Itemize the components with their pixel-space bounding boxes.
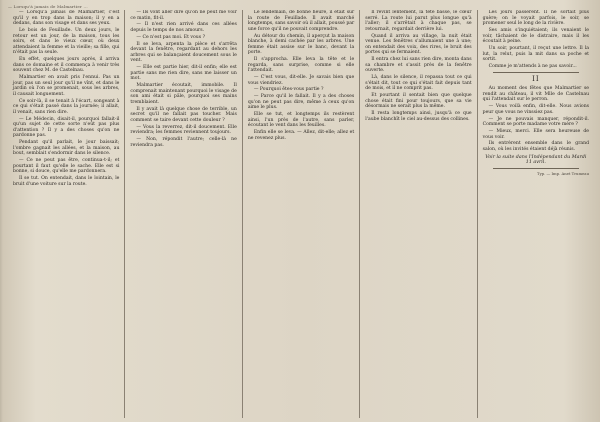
column-4 [360, 10, 477, 418]
paragraph: Un soir, pourtant, il reçut une lettre. Il la lut, la relut, puis la mit dans sa poche et sortit. [482, 45, 590, 63]
paragraph: Au détour du chemin, il aperçut la maison blanche, à demi cachée par les arbres. Une femme était assise sur le banc, devant la porte. [247, 33, 355, 56]
paragraph: Les jours passèrent. Il ne sortait plus guère; on le voyait parfois, le soir, se promener seul le long de la rivière. [482, 10, 590, 27]
page-fold-shadow [0, 0, 3, 422]
paragraph: Il revint lentement, la tête basse, le cœur serré. La route lui parut plus longue qu'à l'aller; il s'arrêtait à chaque pas, se retournait, regardait derrière lui. [365, 10, 472, 32]
paragraph: — Non, répondit l'autre; celle-là ne reviendra pas. [130, 136, 237, 148]
paragraph: Elle se tut, et longtemps ils restèrent ainsi, l'un près de l'autre, sans parler, écoutant le vent dans les feuilles. [247, 112, 355, 129]
paragraph: Enfin elle se leva. — Allez, dit-elle; allez et ne revenez plus. [247, 130, 355, 141]
paragraph: Il se tut. On entendait, dans le lointain, le bruit d'une voiture sur la route. [13, 176, 120, 187]
paragraph: Comme je m'attends à ne pas savoir... [488, 63, 577, 69]
paragraph: En effet, quelques jours après, il arriva dans ce domaine et il commença à venir très souvent chez M. de Castelnau. [13, 57, 120, 74]
paragraph: Ils entrèrent ensemble dans le grand salon, où les invités étaient déjà réunis. [482, 141, 590, 152]
paragraph: — Vous la reverrez, dit-il doucement. Elle reviendra; les femmes reviennent toujours. [130, 124, 237, 136]
paragraph: — Le Médecin, disait-il, pourquoi fallait-il qu'un sujet de cette sorte n'eût pas plus d'attention ? Il y a des choses qu'on ne pardonne pas. [13, 116, 120, 139]
paragraph: — Mieux, merci. Elle sera heureuse de vous voir. [482, 129, 590, 140]
paragraph: — Ce n'est pas moi. Et vous ? [136, 34, 206, 40]
continuation-note: Voir la suite dans l'Indépendant du Mardi 11 avril. [485, 154, 587, 166]
paragraph: — Il n'est rien arrivé dans ces allées depuis le temps de nos amours. [130, 22, 237, 33]
paragraph: Le lendemain, de bonne heure, il était sur la route de Feuillade. Il avait marché longtemps, sans savoir où il allait, poussé par une force qu'il ne pouvait comprendre. [247, 10, 355, 32]
paragraph: Le bois de Feuillade. Un deux jours, le retour est un jour, de la maison, tous les soirs, et dans le vieux cœur, où deux attendaient la femme et la vieille; sa fille, qui n'était pas la seule. [13, 27, 120, 56]
running-head: — Lorsqu'à jamais de Malmartier ... [8, 4, 88, 9]
footer-divider [493, 168, 579, 169]
paragraph: Au moment des fêtes que Malmartier se rendit au château, il vit Mlle de Castelnau qui l'attendait sur le perron. [482, 86, 590, 103]
paragraph: — Vous voilà enfin, dit-elle. Nous avions peur que vous ne vinssiez pas. [482, 104, 590, 115]
section-divider [493, 72, 579, 73]
column-3 [243, 10, 360, 418]
paragraph: Ses amis s'inquiétaient; ils venaient le voir, tâchaient de le distraire, mais il les écoutait à peine. [482, 27, 590, 45]
paragraph: — Pourquoi êtes-vous partie ? [253, 87, 324, 93]
paragraph: — Je ne pouvais manquer, répondit-il. Comment se porte madame votre mère ? [482, 116, 590, 128]
printer-imprint: Typ. — Imp. Anet Trumeau [537, 170, 590, 176]
column-5 [478, 10, 594, 418]
paragraph: — Elle est partie hier, dit-il enfin; elle est partie sans me rien dire, sans me laisser un mot. [130, 65, 237, 82]
paragraph: Il entra chez lui sans rien dire, monta dans sa chambre et s'assit près de la fenêtre ouverte. [365, 57, 472, 74]
paragraph: — Ils vont aller dire qu'on ne peut me voir ce matin, fit-il. [130, 10, 237, 21]
column-1 [8, 10, 125, 418]
paragraph: Là, dans le silence, il repassa tout ce qui s'était dit, tout ce qui s'était fait depuis tant de mois, et il ne comprit pas. [365, 75, 472, 92]
paragraph: Ce soir-là, il se tenait à l'écart, songeant à ce qui s'était passé dans la journée; il allait, il venait, sans rien dire. [13, 98, 120, 115]
paragraph: — Parce qu'il le fallait. Il y a des choses qu'on ne peut pas dire, même à ceux qu'on aime le plus. [247, 94, 355, 111]
paragraph: Et pourtant il sentait bien que quelque chose était fini pour toujours, que sa vie désormais ne serait plus la même. [365, 93, 472, 110]
paragraph: Il y avait là quelque chose de terrible, un secret qu'il ne fallait pas toucher. Mais comment se taire devant cette douleur ? [130, 106, 237, 123]
section-number: II [532, 75, 540, 84]
paragraph: Malmartier écoutait, immobile. Il comprenait maintenant pourquoi le visage de son ami était si pâle, pourquoi ses mains tremblaient. [130, 83, 237, 105]
paragraph: Malmartier en avait pris l'ennui. Pas un jour, pas un seul jour qu'il ne vînt, et dans le jardin où l'on se promenait, sous les arbres, il causait longuement. [13, 75, 120, 97]
column-2 [125, 10, 242, 418]
paragraph: — Lorsqu'à jamais de Malmartier, c'est qu'il y en trop dans la maison; il y en a dedans, dans son visage et dans ses yeux. [13, 10, 120, 27]
paragraph: — C'est vous, dit-elle. Je savais bien que vous viendriez. [247, 75, 355, 86]
text-columns [8, 10, 594, 418]
paragraph: Il se leva, arpenta la pièce et s'arrêta devant la fenêtre, regardant au dehors les arbres qui se balançaient doucement sous le vent. [130, 41, 237, 64]
paragraph: Pendant qu'il parlait, le jour baissait; l'ombre gagnait les allées, et la maison, au bout, semblait s'endormir dans le silence. [13, 140, 120, 157]
paragraph: — Ce ne peut pas être, continua-t-il; et pourtant il faut qu'elle le sache. Elle est si bonne, si douce, qu'elle me pardonnera. [13, 158, 120, 175]
paragraph: Quand il arriva au village, la nuit était venue. Les fenêtres s'allumaient une à une; on entendait des voix, des rires, le bruit des portes qui se fermaient. [365, 33, 472, 56]
paragraph: Il s'approcha. Elle leva la tête et le regarda, sans surprise, comme si elle l'attendait. [247, 57, 355, 74]
paragraph: Il resta longtemps ainsi, jusqu'à ce que l'aube blanchît le ciel au-dessus des collines. [365, 111, 472, 122]
